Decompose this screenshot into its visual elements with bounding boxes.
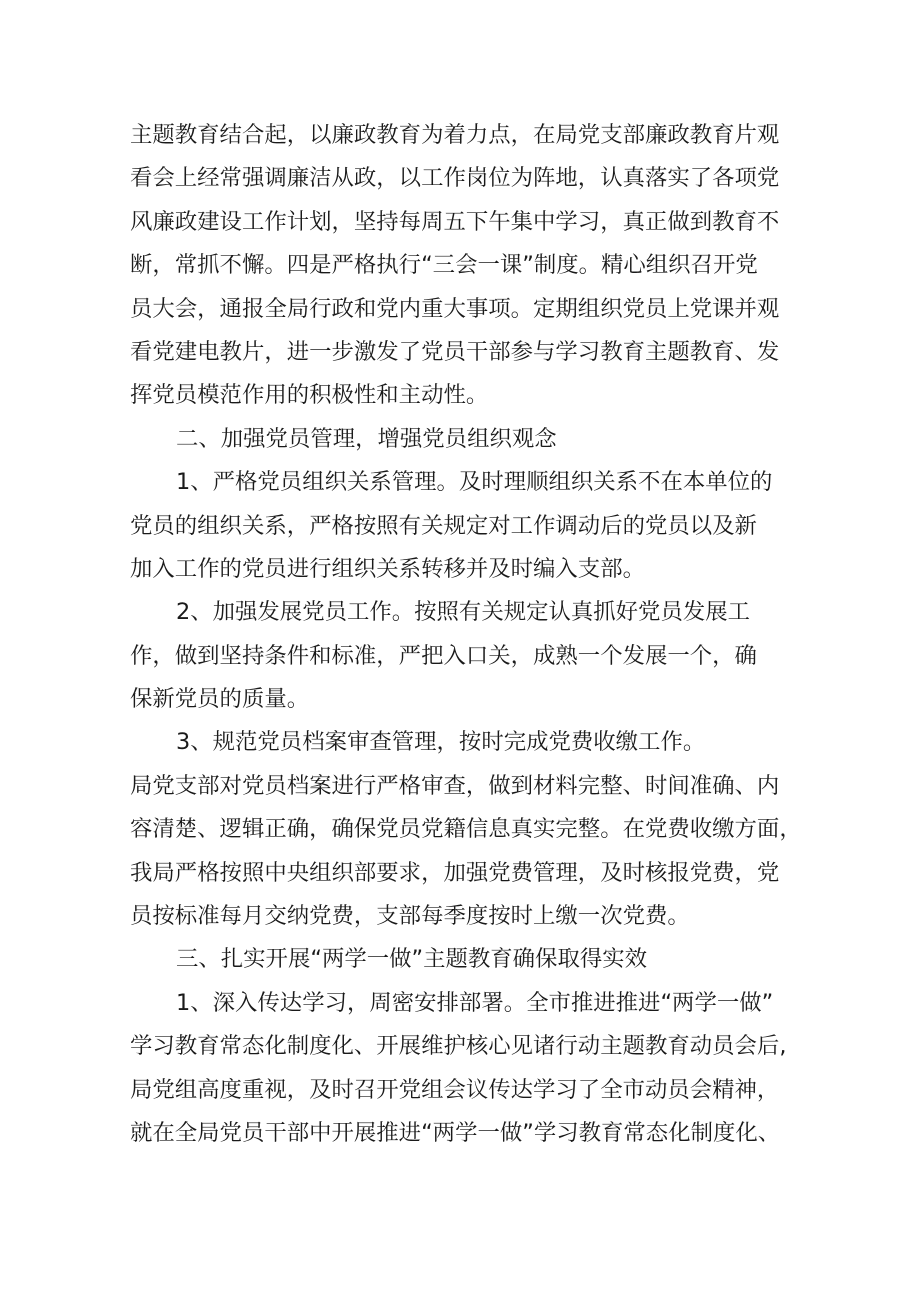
text-line: 容清楚、逻辑正确，确保党员党籍信息真实完整。在党费收缴方面， bbox=[130, 816, 802, 843]
text-line: 1、深入传达学习，周密安排部署。全市推进推进“两学一做” bbox=[176, 989, 774, 1016]
text-line: 看党建电教片，进一步激发了党员干部参与学习教育主题教育、发 bbox=[130, 338, 780, 365]
text-line: 员大会，通报全局行政和党内重大事项。定期组织党员上党课并观 bbox=[130, 295, 780, 322]
section-heading: 二、加强党员管理，增强党员组织观念 bbox=[176, 425, 557, 452]
text-line: 挥党员模范作用的积极性和主动性。 bbox=[130, 382, 489, 409]
text-line: 看会上经常强调廉洁从政，以工作岗位为阵地，认真落实了各项党 bbox=[130, 165, 780, 192]
text-line: 加入工作的党员进行组织关系转移并及时编入支部。 bbox=[130, 555, 645, 582]
text-line: 主题教育结合起，以廉政教育为着力点，在局党支部廉政教育片观 bbox=[130, 122, 780, 148]
text-line: 学习教育常态化制度化、开展维护核心见诸行动主题教育动员会后, bbox=[130, 1033, 787, 1060]
text-line: 我局严格按照中央组织部要求，加强党费管理，及时核报党费，党 bbox=[130, 859, 780, 886]
text-line: 1、严格党员组织关系管理。及时理顺组织关系不在本单位的 bbox=[176, 469, 773, 496]
text-line: 员按标准每月交纳党费，支部每季度按时上缴一次党费。 bbox=[130, 903, 690, 930]
body-text bbox=[130, 114, 802, 1155]
text-line: 3、规范党员档案审查管理，按时完成党费收缴工作。 bbox=[176, 729, 706, 756]
text-line: 党员的组织关系，严格按照有关规定对工作调动后的党员以及新 bbox=[130, 512, 757, 539]
text-line: 断，常抓不懈。四是严格执行“三会一课”制度。精心组织召开党 bbox=[130, 252, 758, 279]
text-line: 就在全局党员干部中开展推进“两学一做”学习教育常态化制度化、 bbox=[130, 1119, 781, 1146]
text-line: 局党组高度重视，及时召开党组会议传达学习了全市动员会精神， bbox=[130, 1076, 780, 1103]
text-line: 作，做到坚持条件和标准，严把入口关，成熟一个发展一个，确 bbox=[130, 642, 757, 669]
text-line: 局党支部对党员档案进行严格审查，做到材料完整、时间准确、内 bbox=[130, 772, 780, 799]
section-heading: 三、扎实开展“两学一做”主题教育确保取得实效 bbox=[176, 946, 648, 973]
text-line: 保新党员的质量。 bbox=[130, 686, 310, 713]
text-line: 风廉政建设工作计划，坚持每周五下午集中学习，真正做到教育不 bbox=[130, 208, 780, 235]
text-line: 2、加强发展党员工作。按照有关规定认真抓好党员发展工 bbox=[176, 599, 751, 626]
